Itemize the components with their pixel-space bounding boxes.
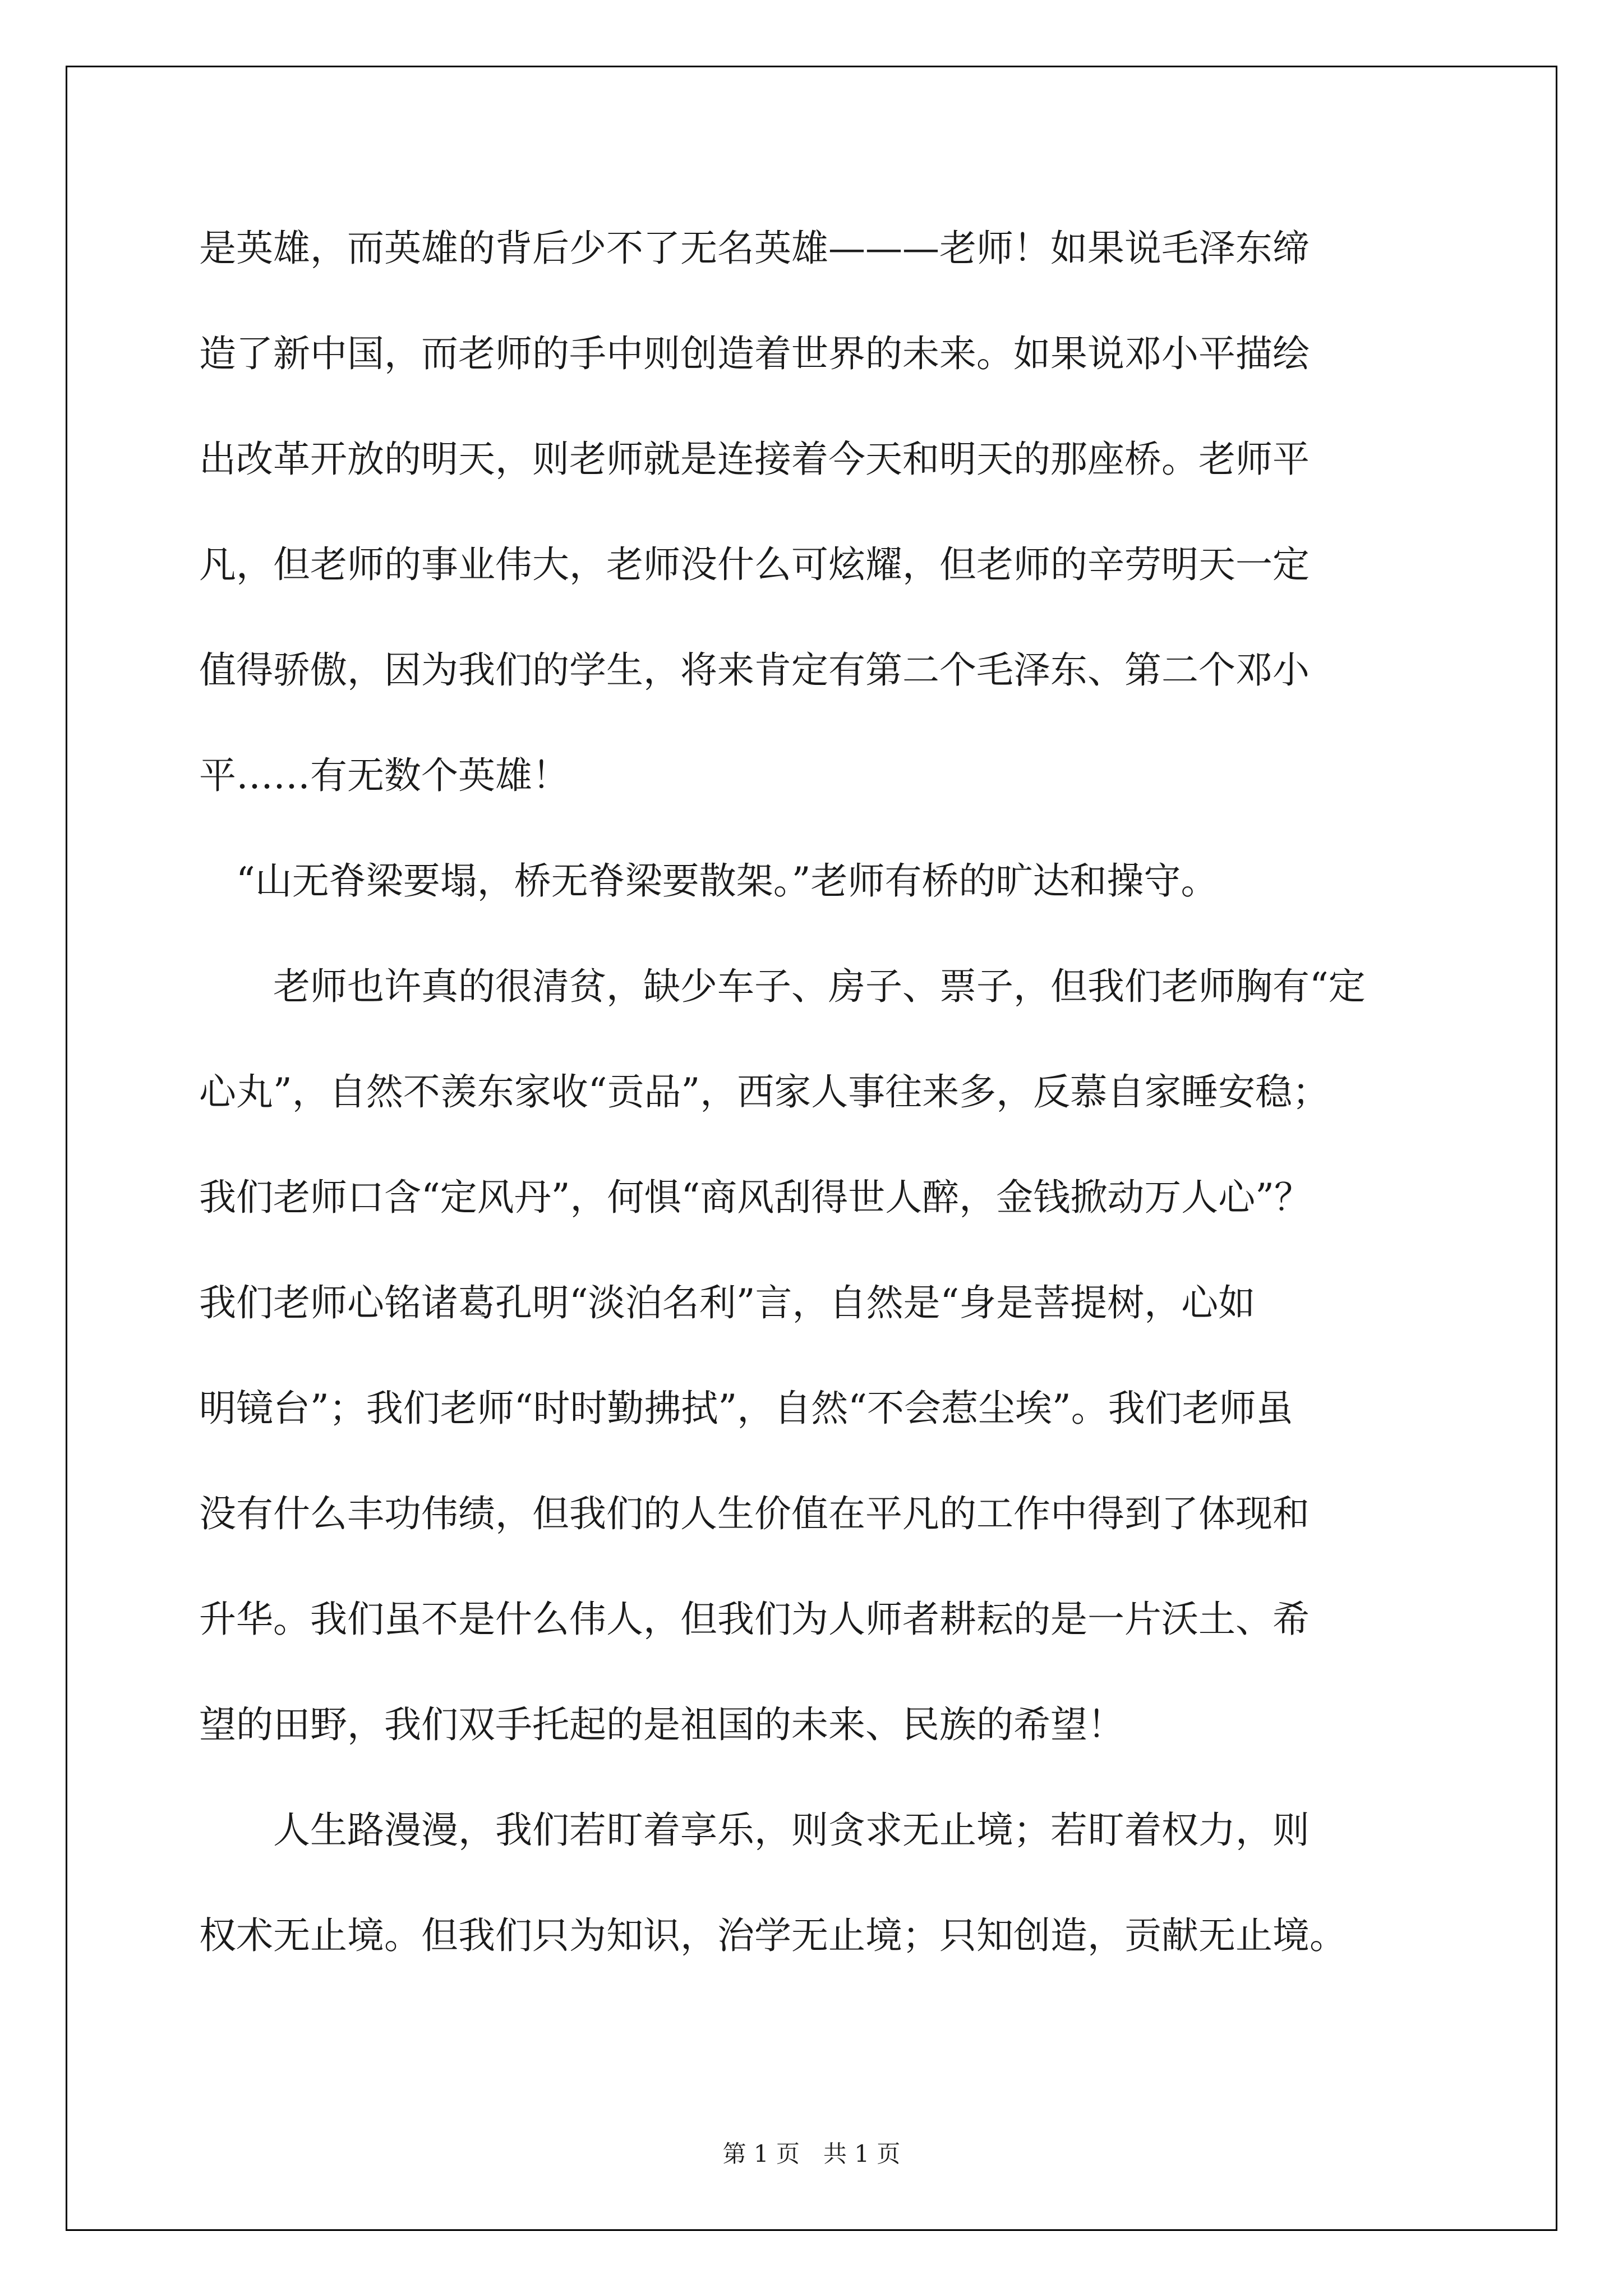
text-line: 是英雄，而英雄的背后少不了无名英雄———老师！如果说毛泽东缔 [199,227,1310,270]
text-line: 人生路漫漫，我们若盯着享乐，则贪求无止境；若盯着权力，则 [199,1809,1310,1852]
text-line: 权术无止境。但我们只为知识，治学无止境；只知创造，贡献无止境。 [199,1914,1347,1957]
page-number-footer: 第 1 页 共 1 页 [722,2140,901,2168]
text-line: 明镜台”；我们老师“时时勤拂拭”，自然“不会惹尘埃”。我们老师虽 [199,1387,1293,1430]
text-line: 我们老师口含“定风丹”，何惧“商风刮得世人醉，金钱掀动万人心”？ [199,1176,1311,1219]
text-line: 我们老师心铭诸葛孔明“淡泊名利”言，自然是“身是菩提树，心如 [199,1281,1256,1324]
text-line: 望的田野，我们双手托起的是祖国的未来、民族的希望！ [199,1703,1124,1746]
text-line: “山无脊梁要塌，桥无脊梁要散架。”老师有桥的旷达和操守。 [199,859,1218,903]
document-body [199,218,1433,2010]
text-line: 心丸”，自然不羡东家收“贡品”，西家人事往来多，反慕自家睡安稳； [199,1070,1330,1114]
text-line: 没有什么丰功伟绩，但我们的人生价值在平凡的工作中得到了体现和 [199,1492,1310,1535]
text-line: 凡，但老师的事业伟大，老师没什么可炫耀，但老师的辛劳明天一定 [199,543,1310,586]
text-line: 造了新中国，而老师的手中则创造着世界的未来。如果说邓小平描绘 [199,332,1310,375]
text-line: 平……有无数个英雄！ [199,754,569,797]
text-line: 升华。我们虽不是什么伟人，但我们为人师者耕耘的是一片沃土、希 [199,1598,1310,1641]
text-line: 老师也许真的很清贫，缺少车子、房子、票子，但我们老师胸有“定 [199,965,1366,1008]
text-line: 出改革开放的明天，则老师就是连接着今天和明天的那座桥。老师平 [199,438,1310,481]
text-line: 值得骄傲，因为我们的学生，将来肯定有第二个毛泽东、第二个邓小 [199,648,1310,692]
